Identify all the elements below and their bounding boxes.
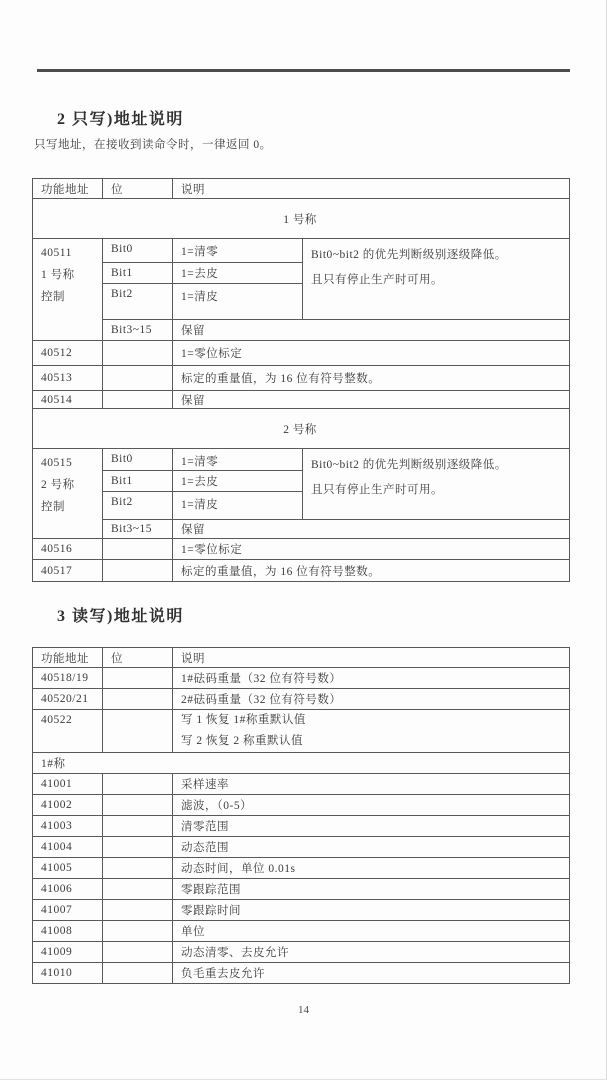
addr-cell: 40518/19 [33, 668, 103, 689]
table-row [33, 520, 570, 539]
table-row [33, 391, 570, 409]
table-row [33, 668, 570, 689]
read-write-table [32, 647, 570, 984]
addr-cell: 41009 [33, 942, 103, 963]
page-number: 14 [298, 1004, 309, 1016]
table-row [33, 900, 570, 921]
header-rule [37, 69, 570, 72]
desc-cell: 单位 [173, 921, 570, 942]
scale1-span-label: 1#称 [33, 753, 570, 774]
col-header-addr: 功能地址 [33, 648, 103, 668]
addr-cell: 41006 [33, 879, 103, 900]
bit-cell [103, 668, 173, 689]
addr-cell: 41010 [33, 963, 103, 984]
bit-cell [103, 560, 173, 582]
addr-cell: 41005 [33, 858, 103, 879]
bit-cell [103, 858, 173, 879]
bit-cell: Bit3~15 [103, 320, 173, 341]
desc-cell: 采样速率 [173, 774, 570, 795]
table-row [33, 239, 570, 263]
desc-cell: 动态时间，单位 0.01s [173, 858, 570, 879]
bit-cell [103, 816, 173, 837]
col-header-desc: 说明 [173, 179, 570, 199]
section-heading-read-write: 3 读写)地址说明 [57, 608, 184, 625]
control-addr-cell [33, 239, 103, 341]
table-row [33, 341, 570, 366]
bit-cell: Bit0 [103, 239, 173, 263]
table-row [33, 795, 570, 816]
table-row [33, 539, 570, 560]
bit-cell [103, 837, 173, 858]
desc-cell: 零跟踪范围 [173, 879, 570, 900]
bit-cell [103, 774, 173, 795]
table-row [33, 858, 570, 879]
bit-cell [103, 795, 173, 816]
addr-cell: 40520/21 [33, 689, 103, 710]
desc-line: 写 1 恢复 1#称重默认值 [181, 714, 306, 726]
bit-cell: Bit3~15 [103, 520, 173, 539]
desc-line: 写 2 恢复 2 称重默认值 [181, 735, 303, 747]
addr-cell: 40512 [33, 341, 103, 366]
note-line: 且只有停止生产时可用。 [311, 274, 443, 286]
col-header-addr: 功能地址 [33, 179, 103, 199]
bit-cell [103, 963, 173, 984]
desc-cell: 保留 [173, 320, 570, 341]
bit-cell: Bit1 [103, 263, 173, 284]
desc-cell: 零跟踪时间 [173, 900, 570, 921]
desc-cell: 1=零位标定 [173, 341, 570, 366]
bit-cell [103, 879, 173, 900]
note-cell [303, 449, 570, 520]
desc-cell: 1#砝码重量（32 位有符号数） [173, 668, 570, 689]
addr-cell: 41008 [33, 921, 103, 942]
addr-cell: 40513 [33, 366, 103, 391]
col-header-bit: 位 [103, 648, 173, 668]
addr-cell: 41001 [33, 774, 103, 795]
table-header-row [33, 179, 570, 199]
addr-cell: 40516 [33, 539, 103, 560]
table-row [33, 921, 570, 942]
table-row [33, 879, 570, 900]
note-line: Bit0~bit2 的优先判断级别逐级降低。 [311, 459, 507, 471]
write-only-intro: 只写地址，在接收到读命令时，一律返回 0。 [34, 139, 272, 151]
bit-cell [103, 942, 173, 963]
desc-cell: 动态范围 [173, 837, 570, 858]
desc-cell: 滤波，（0-5） [173, 795, 570, 816]
table-row [33, 837, 570, 858]
table-header-row [33, 648, 570, 668]
desc-cell: 保留 [173, 391, 570, 409]
addr-cell: 40517 [33, 560, 103, 582]
bit-cell [103, 710, 173, 753]
scale-name: 2 号称 [41, 479, 75, 491]
table-row [33, 963, 570, 984]
addr-cell: 40522 [33, 710, 103, 753]
desc-cell: 1=零位标定 [173, 539, 570, 560]
addr-cell: 40514 [33, 391, 103, 409]
scale1-span-row [33, 753, 570, 774]
table-row [33, 942, 570, 963]
desc-cell: 1=清零 [173, 449, 303, 471]
control-addr-cell [33, 449, 103, 539]
desc-cell [173, 710, 570, 753]
desc-cell: 1=清零 [173, 239, 303, 263]
bit-cell [103, 341, 173, 366]
desc-cell: 1=清皮 [173, 492, 303, 520]
scale1-span-row [33, 199, 570, 239]
scale-name: 1 号称 [41, 269, 75, 281]
control-label: 控制 [41, 501, 65, 513]
table-row [33, 320, 570, 341]
col-header-desc: 说明 [173, 648, 570, 668]
desc-cell: 1=去皮 [173, 263, 303, 284]
bit-cell: Bit2 [103, 492, 173, 520]
table-row [33, 689, 570, 710]
scale1-span-label: 1 号称 [33, 199, 570, 239]
bit-cell [103, 391, 173, 409]
section-heading-write-only: 2 只写)地址说明 [57, 111, 184, 128]
bit-cell: Bit1 [103, 471, 173, 492]
desc-cell: 清零范围 [173, 816, 570, 837]
addr-value: 40515 [41, 457, 73, 469]
desc-cell: 保留 [173, 520, 570, 539]
note-line: Bit0~bit2 的优先判断级别逐级降低。 [311, 249, 507, 261]
desc-cell: 标定的重量值，为 16 位有符号整数。 [173, 560, 570, 582]
bit-cell [103, 900, 173, 921]
scale2-span-label: 2 号称 [33, 409, 570, 449]
addr-cell: 41003 [33, 816, 103, 837]
control-label: 控制 [41, 291, 65, 303]
bit-cell [103, 366, 173, 391]
desc-cell: 1=去皮 [173, 471, 303, 492]
table-row [33, 560, 570, 582]
addr-value: 40511 [41, 247, 72, 259]
note-cell [303, 239, 570, 320]
desc-cell: 2#砝码重量（32 位有符号数） [173, 689, 570, 710]
note-line: 且只有停止生产时可用。 [311, 484, 443, 496]
desc-cell: 动态清零、去皮允许 [173, 942, 570, 963]
table-row [33, 449, 570, 471]
bit-cell: Bit2 [103, 284, 173, 320]
table-row [33, 774, 570, 795]
scale2-span-row [33, 409, 570, 449]
bit-cell [103, 921, 173, 942]
bit-cell [103, 539, 173, 560]
bit-cell [103, 689, 173, 710]
table-row [33, 816, 570, 837]
write-only-table [32, 178, 570, 582]
table-row [33, 710, 570, 753]
desc-cell: 1=清皮 [173, 284, 303, 320]
desc-cell: 标定的重量值，为 16 位有符号整数。 [173, 366, 570, 391]
col-header-bit: 位 [103, 179, 173, 199]
addr-cell: 41002 [33, 795, 103, 816]
table-row [33, 366, 570, 391]
bit-cell: Bit0 [103, 449, 173, 471]
addr-cell: 41004 [33, 837, 103, 858]
desc-cell: 负毛重去皮允许 [173, 963, 570, 984]
addr-cell: 41007 [33, 900, 103, 921]
